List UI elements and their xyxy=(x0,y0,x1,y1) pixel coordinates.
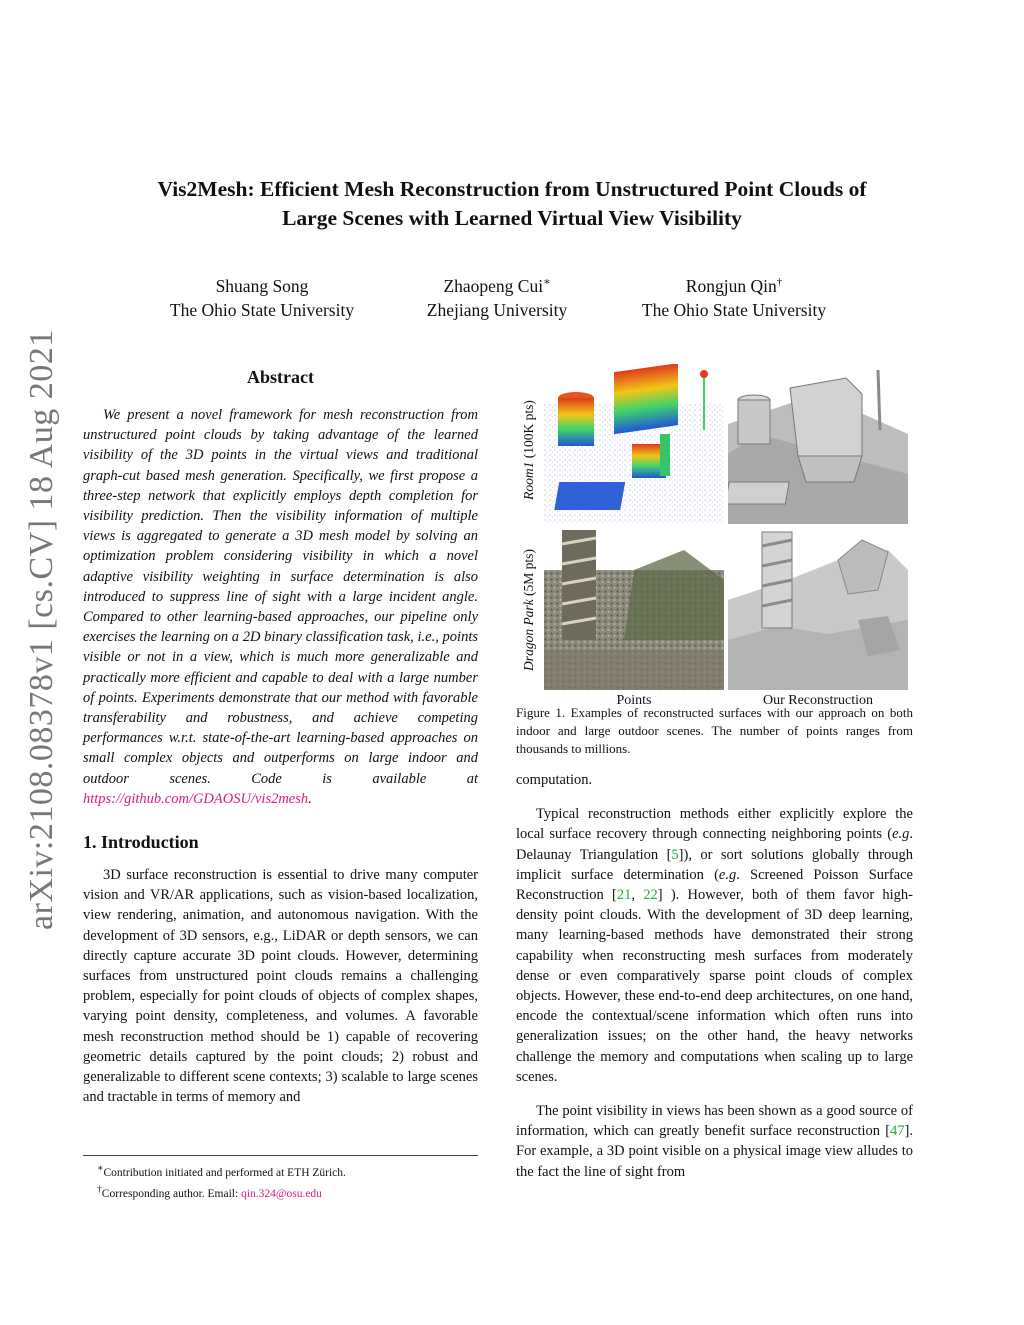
title-line-2: Large Scenes with Learned Virtual View Visibility xyxy=(282,206,742,230)
column-label-reconstruction: Our Reconstruction xyxy=(762,693,874,708)
room1-reconstruction-image xyxy=(728,364,908,524)
room1-points-render xyxy=(544,364,724,524)
code-link[interactable]: https://github.com/GDAOSU/vis2mesh xyxy=(83,790,309,807)
dragon-park-reconstruction-image xyxy=(728,530,908,690)
abstract-text: We present a novel framework for mesh reconstruction from unstructured point clouds by taking advantage of the learned visibility of the 3D points in the virtual views and traditional graph-cut based mesh generation. Specifically, we first propose a three-step network that explicitly employs depth completion for visibility prediction. Then the visibility information of multiple views is aggregated to generate a 3D mesh model by solving an optimization problem considering visibility in which a novel adaptive visibility weighting in surface determination is also introduced to suppress line of sight with a large incident angle. Compared to other learning-based approaches, our pipeline only exercises the learning on a 2D binary classification task, i.e., points visible or not in a view, which is much more generalizable and practically more efficient and capable to deal with a large number of points. Experiments demonstrate that our method with favorable transferability and robustness, and achieve competing performances w.r.t. state-of-the-art learning-based approaches on small complex objects and outperforms on large indoor and outdoor scenes. Code is available at https://github.com/GDAOSU/vis2mesh. xyxy=(83,407,478,807)
footnotes xyxy=(83,1155,478,1202)
dragon-park-mesh-render xyxy=(728,530,908,690)
room1-mesh-render xyxy=(728,364,908,524)
citation-47[interactable]: 47 xyxy=(890,1123,905,1140)
paragraph-reconstruction-methods: Typical reconstruction methods either explicitly explore the local surface recovery through connecting neighboring points (e.g. Delaunay Triangulation [5]), or sort solutions globally through implicit surface determination (e.g. Screened Poisson Surface Reconstruction [21, 22] ). However, both of them favor high-density point clouds. With the development of 3D deep learning, many learning-based methods have demonstrated their strong capability when reconstructing mesh surfaces from moderately dense or even comparatively sparse point clouds of complex objects. However, these end-to-end deep architectures, on one hand, encode the contextual/scene information which often runs into generalization issues; on the other hand, the heavy networks challenge the memory and computations when scaling up to large scenes. xyxy=(516,806,913,1085)
author-affiliation: Zhejiang University xyxy=(426,299,568,320)
author-mark: † xyxy=(776,276,783,288)
abstract-heading: Abstract xyxy=(247,367,314,387)
continuation-text: computation. xyxy=(516,772,593,788)
footnote-2: †Corresponding author. Email: qin.324@osu.edu xyxy=(97,1183,322,1200)
author-name: Rongjun Qin xyxy=(685,275,777,296)
title-line-1: Vis2Mesh: Efficient Mesh Reconstruction from Unstructured Point Clouds of xyxy=(157,177,867,201)
footnote-1: ∗Contribution initiated and performed at ETH Zürich. xyxy=(97,1163,346,1179)
citation-22[interactable]: 22 xyxy=(643,887,658,904)
figure-1 xyxy=(516,360,913,708)
column-label-points: Points xyxy=(616,693,652,708)
email-link[interactable]: qin.324@osu.edu xyxy=(241,1187,322,1200)
dragon-park-points-render xyxy=(544,530,724,690)
author-name: Shuang Song xyxy=(215,275,309,296)
left-column xyxy=(83,360,478,1108)
right-column xyxy=(516,360,913,1182)
author-name: Zhaopeng Cui xyxy=(443,275,544,296)
dragon-park-points-image xyxy=(544,530,724,690)
author-affiliation: The Ohio State University xyxy=(169,299,355,320)
row-label-dragon-park: Dragon Park (5M pts) xyxy=(521,549,536,671)
citation-21[interactable]: 21 xyxy=(616,887,632,904)
author-affiliation: The Ohio State University xyxy=(641,299,827,320)
author-3 xyxy=(584,270,884,322)
paragraph-point-visibility: The point visibility in views has been shown as a good source of information, which can greatly benefit surface reconstruction [47]. For example, a 3D point visible on a physical image view alludes to the fact the line of sight from xyxy=(516,1103,913,1180)
intro-paragraph: 3D surface reconstruction is essential to drive many computer vision and VR/AR applications, such as vision-based localization, view rendering, animation, and autonomous navigation. With the development of 3D sensors, e.g., LiDAR or depth sensors, we can directly capture accurate 3D point clouds. However, determining surfaces from unstructured point clouds remains a challenging problem, especially for point clouds of objects of complex shapes, varying point density, completeness, and volumes. A favorable mesh reconstruction method should be 1) capable of recovering geometric details captured by the point clouds; 2) robust and generalizable to different scene contexts; 3) scalable to large scenes and tractable in terms of memory and xyxy=(83,867,478,1106)
author-mark: ∗ xyxy=(543,276,551,288)
section-heading-introduction: 1. Introduction xyxy=(83,832,199,853)
arxiv-identifier: arXiv:2108.08378v1 [cs.CV] 18 Aug 2021 xyxy=(23,329,60,930)
paper-title xyxy=(60,175,964,233)
row-label-room1: Room1 (100K pts) xyxy=(521,400,536,500)
figure-caption: Figure 1. Examples of reconstructed surfaces with our approach on both indoor and large outdoor scenes. The number of points ranges from thousands to millions. xyxy=(516,705,913,756)
room1-points-image xyxy=(544,364,724,524)
citation-5[interactable]: 5 xyxy=(671,846,679,863)
